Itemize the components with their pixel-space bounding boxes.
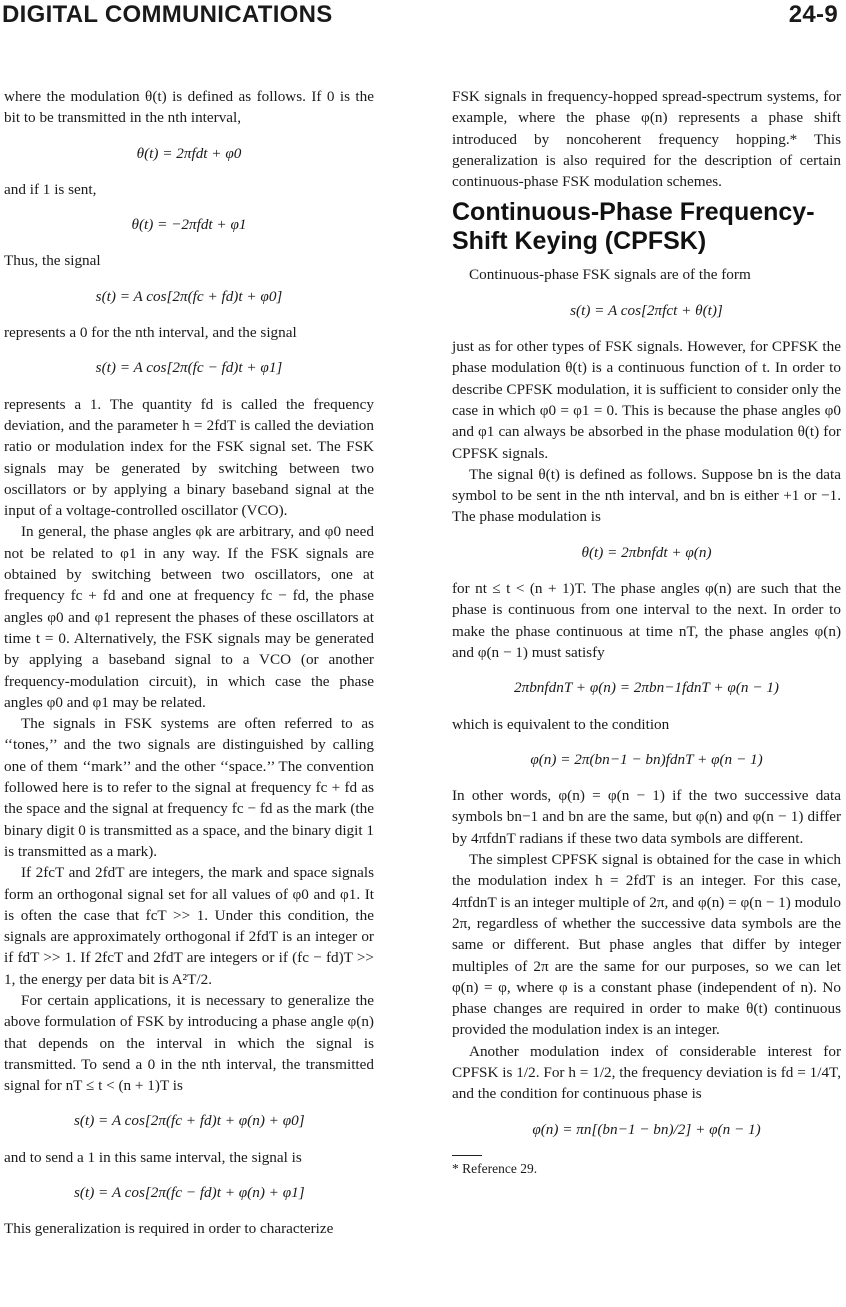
footnote: * Reference 29. [452, 1160, 538, 1176]
paragraph: and to send a 1 in this same interval, the signal is [4, 1148, 302, 1166]
paragraph: which is equivalent to the condition [452, 715, 670, 733]
equation: θ(t) = −2πfdt + φ1 [131, 216, 247, 234]
equation: s(t) = A cos[2πfct + θ(t)] [570, 301, 723, 319]
left-column [4, 86, 374, 1240]
paragraph: Thus, the signal [4, 252, 101, 270]
equation: s(t) = A cos[2π(fc + fd)t + φ0] [95, 287, 283, 305]
equation: s(t) = A cos[2π(fc − fd)t + φ(n) + φ1] [74, 1184, 305, 1202]
equation: θ(t) = 2πfdt + φ0 [136, 144, 242, 162]
paragraph: where the modulation θ(t) is defined as follows. If 0 is the bit to be transmitted in the nth interval, [4, 88, 374, 127]
paragraph: FSK signals in frequency-hopped spread-spectrum systems, for example, where the phase φ(n) represents a phase shift introduced by noncoherent frequency hopping.* This generalization is also required for the description of certain continuous-phase FSK modulation schemes. [452, 88, 841, 191]
equation: 2πbnfdnT + φ(n) = 2πbn−1fdnT + φ(n − 1) [514, 679, 779, 697]
paragraph: Continuous-phase FSK signals are of the form [469, 266, 751, 284]
section-heading: Continuous-Phase Frequency-Shift Keying (CPFSK) [452, 198, 815, 256]
paragraph: just as for other types of FSK signals. However, for CPFSK the phase modulation θ(t) is a continuous function of t. In order to describe CPFSK modulation, it is sufficient to consider only the case in which φ0 = φ1 = 0. This is because the phase angles φ0 and φ1 can always be absorbed in the phase modulation θ(t) for CPFSK signals. [452, 338, 841, 462]
running-title: DIGITAL COMMUNICATIONS [2, 1, 333, 28]
paragraph: represents a 0 for the nth interval, and the signal [4, 324, 297, 342]
equation: s(t) = A cos[2π(fc − fd)t + φ1] [95, 359, 283, 377]
equation: s(t) = A cos[2π(fc + fd)t + φ(n) + φ0] [74, 1112, 305, 1130]
paragraph: In other words, φ(n) = φ(n − 1) if the two successive data symbols bn−1 and bn are the same, but φ(n) and φ(n − 1) differ by 4πfdnT radians if these two data symbols are different. [452, 787, 841, 847]
paragraph: In general, the phase angles φk are arbitrary, and φ0 need not be related to φ1 in any way. If the FSK signals are obtained by switching between two oscillators, one at frequency fc + fd and one at frequency fc − fd, the phase angles φ0 and φ1 represent the phases of these oscillators at time t = 0. Alternatively, the FSK signals may be generated by applying a baseband signal to a VCO (or another frequency-modulation circuit), in which case the phase angles φ0 and φ1 may be related. [4, 523, 374, 711]
paragraph: The simplest CPFSK signal is obtained for the case in which the modulation index h = 2fdT is an integer. For this case, 4πfdnT is an integer multiple of 2π, and φ(n) = φ(n − 1) modulo 2π, regardless of whether the successive data symbols are the same or different. But phase angles that differ by integer multiples of 2π are the same for our purposes, so we can let φ(n) = φ, where φ is a constant phase (independent of n). No phase changes are required in order to make θ(t) continuous provided the modulation index is an integer. [452, 851, 841, 1039]
paragraph: The signals in FSK systems are often referred to as ‘‘tones,’’ and the two signals are distinguished by calling one of them ‘‘mark’’ and the other ‘‘space.’’ The convention followed here is to refer to the signal at frequency fc + fd as the space and the signal at frequency fc − fd as the mark (the binary digit 0 is transmitted as a space, and the binary digit 1 is transmitted as a mark). [4, 715, 374, 860]
equation: φ(n) = πn[(bn−1 − bn)/2] + φ(n − 1) [532, 1120, 761, 1138]
equation: θ(t) = 2πbnfdt + φ(n) [581, 543, 712, 561]
paragraph: For certain applications, it is necessary to generalize the above formulation of FSK by introducing a phase angle φ(n) that depends on the interval in which the signal is transmitted. To send a 0 in the nth interval, the transmitted signal for nT ≤ t < (n + 1)T is [4, 991, 374, 1095]
paragraph: The signal θ(t) is defined as follows. Suppose bn is the data symbol to be sent in the nth interval, and bn is either +1 or −1. The phase modulation is [452, 465, 841, 526]
paragraph: Another modulation index of considerable interest for CPFSK is 1/2. For h = 1/2, the frequency deviation is fd = 1/4T, and the condition for continuous phase is [452, 1042, 841, 1103]
paragraph: If 2fcT and 2fdT are integers, the mark and space signals form an orthogonal signal set for all values of φ0 and φ1. It is often the case that fcT >> 1. Under this condition, the signals are approximately orthogonal if 2fdT is an integer or if fdT >> 1. If 2fcT and 2fdT are integers or if (fc − fd)T >> 1, the energy per data bit is A²T/2. [4, 864, 374, 988]
paragraph: This generalization is required in order to characterize [4, 1220, 334, 1238]
page-header [2, 0, 838, 36]
page-number: 24-9 [788, 1, 838, 28]
equation: φ(n) = 2π(bn−1 − bn)fdnT + φ(n − 1) [530, 750, 763, 768]
paragraph: represents a 1. The quantity fd is called the frequency deviation, and the parameter h = 2fdT is called the deviation ratio or modulation index for the FSK signal set. The FSK signals may be generated by switching between two oscillators or by applying a binary baseband signal at the input of a voltage-controlled oscillator (VCO). [4, 395, 374, 520]
right-column [452, 86, 841, 1178]
paragraph: for nt ≤ t < (n + 1)T. The phase angles φ(n) are such that the phase is continuous from one interval to the next. In order to make the phase continuous at time nT, the phase angles φ(n) and φ(n − 1) must satisfy [452, 580, 841, 661]
footnote-rule [452, 1155, 482, 1156]
paragraph: and if 1 is sent, [4, 180, 97, 198]
